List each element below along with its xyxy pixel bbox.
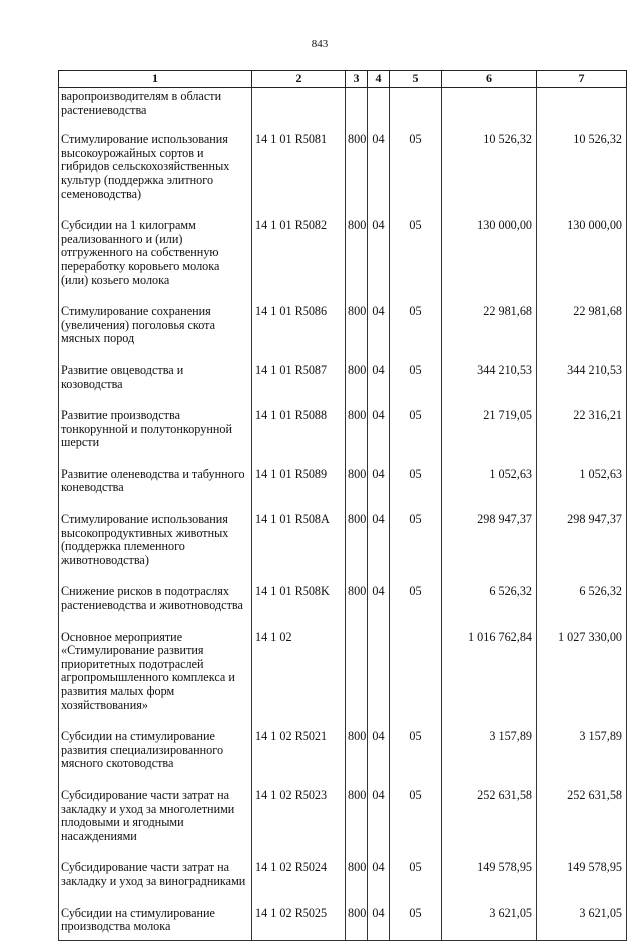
subsection-code: 05: [390, 131, 442, 217]
expense-type-code: 800: [346, 466, 368, 511]
table-row: [59, 905, 627, 941]
expense-type-code: 800: [346, 905, 368, 941]
row-name: Основное мероприятие «Стимулирование развития приоритетных подотраслей агропромышленного комплекса и развития малых форм хозяйствования»: [59, 629, 252, 729]
budget-code: [252, 88, 346, 132]
row-name: Субсидирование части затрат на закладку и уход за виноградниками: [59, 859, 252, 904]
table-row: [59, 303, 627, 362]
budget-code: 14 1 01 R5088: [252, 407, 346, 466]
amount-col-7: 6 526,32: [537, 583, 627, 628]
budget-table: [58, 70, 627, 941]
subsection-code: [390, 629, 442, 729]
table-row: [59, 583, 627, 628]
amount-col-6: 252 631,58: [442, 787, 537, 859]
subsection-code: 05: [390, 583, 442, 628]
budget-code: 14 1 02 R5021: [252, 728, 346, 787]
expense-type-code: 800: [346, 303, 368, 362]
row-name: варопроизводителям в области растениеводства: [59, 88, 252, 132]
expense-type-code: 800: [346, 583, 368, 628]
budget-code: 14 1 02: [252, 629, 346, 729]
table-row: [59, 859, 627, 904]
expense-type-code: 800: [346, 511, 368, 583]
table-row: [59, 728, 627, 787]
amount-col-7: 1 052,63: [537, 466, 627, 511]
budget-code: 14 1 02 R5024: [252, 859, 346, 904]
expense-type-code: 800: [346, 362, 368, 407]
budget-code: 14 1 01 R508A: [252, 511, 346, 583]
table-row: [59, 787, 627, 859]
budget-code: 14 1 02 R5023: [252, 787, 346, 859]
expense-type-code: [346, 88, 368, 132]
subsection-code: 05: [390, 787, 442, 859]
subsection-code: 05: [390, 217, 442, 303]
row-name: Развитие овцеводства и козоводства: [59, 362, 252, 407]
amount-col-6: 130 000,00: [442, 217, 537, 303]
section-code: 04: [368, 728, 390, 787]
expense-type-code: 800: [346, 787, 368, 859]
table-row: [59, 629, 627, 729]
budget-code: 14 1 02 R5025: [252, 905, 346, 941]
expense-type-code: 800: [346, 407, 368, 466]
row-name: Стимулирование сохранения (увеличения) поголовья скота мясных пород: [59, 303, 252, 362]
column-header: 6: [442, 71, 537, 88]
budget-code: 14 1 01 R5087: [252, 362, 346, 407]
section-code: 04: [368, 217, 390, 303]
amount-col-6: 10 526,32: [442, 131, 537, 217]
section-code: 04: [368, 905, 390, 941]
table-row: [59, 511, 627, 583]
table-header-row: [59, 71, 627, 88]
row-name: Стимулирование использования высокопродуктивных животных (поддержка племенного животноводства): [59, 511, 252, 583]
amount-col-7: 3 157,89: [537, 728, 627, 787]
expense-type-code: 800: [346, 728, 368, 787]
row-name: Субсидии на 1 килограмм реализованного и (или) отгруженного на собственную переработку коровьего молока (или) козьего молока: [59, 217, 252, 303]
amount-col-6: [442, 88, 537, 132]
section-code: 04: [368, 787, 390, 859]
amount-col-6: 21 719,05: [442, 407, 537, 466]
amount-col-6: 344 210,53: [442, 362, 537, 407]
amount-col-7: 3 621,05: [537, 905, 627, 941]
budget-code: 14 1 01 R5089: [252, 466, 346, 511]
amount-col-7: 252 631,58: [537, 787, 627, 859]
column-header: 2: [252, 71, 346, 88]
amount-col-6: 1 052,63: [442, 466, 537, 511]
subsection-code: 05: [390, 407, 442, 466]
subsection-code: 05: [390, 859, 442, 904]
amount-col-6: 3 157,89: [442, 728, 537, 787]
subsection-code: 05: [390, 466, 442, 511]
subsection-code: 05: [390, 728, 442, 787]
section-code: 04: [368, 362, 390, 407]
row-name: Развитие производства тонкорунной и полутонкорунной шерсти: [59, 407, 252, 466]
budget-code: 14 1 01 R508K: [252, 583, 346, 628]
budget-code: 14 1 01 R5082: [252, 217, 346, 303]
row-name: Снижение рисков в подотраслях растениеводства и животноводства: [59, 583, 252, 628]
column-header: 5: [390, 71, 442, 88]
amount-col-7: 1 027 330,00: [537, 629, 627, 729]
table-row: [59, 407, 627, 466]
table-row: [59, 88, 627, 132]
table-row: [59, 217, 627, 303]
section-code: 04: [368, 131, 390, 217]
amount-col-6: 1 016 762,84: [442, 629, 537, 729]
budget-code: 14 1 01 R5086: [252, 303, 346, 362]
section-code: 04: [368, 583, 390, 628]
amount-col-7: 298 947,37: [537, 511, 627, 583]
section-code: [368, 88, 390, 132]
amount-col-7: 130 000,00: [537, 217, 627, 303]
table-row: [59, 466, 627, 511]
expense-type-code: 800: [346, 217, 368, 303]
column-header: 4: [368, 71, 390, 88]
section-code: 04: [368, 511, 390, 583]
section-code: [368, 629, 390, 729]
budget-code: 14 1 01 R5081: [252, 131, 346, 217]
row-name: Субсидии на стимулирование развития специализированного мясного скотоводства: [59, 728, 252, 787]
amount-col-7: 22 981,68: [537, 303, 627, 362]
expense-type-code: 800: [346, 859, 368, 904]
table-row: [59, 131, 627, 217]
subsection-code: 05: [390, 362, 442, 407]
expense-type-code: 800: [346, 131, 368, 217]
row-name: Развитие оленеводства и табунного коневодства: [59, 466, 252, 511]
amount-col-6: 6 526,32: [442, 583, 537, 628]
row-name: Субсидии на стимулирование производства молока: [59, 905, 252, 941]
amount-col-7: 344 210,53: [537, 362, 627, 407]
subsection-code: 05: [390, 511, 442, 583]
row-name: Субсидирование части затрат на закладку и уход за многолетними плодовыми и ягодными насаждениями: [59, 787, 252, 859]
column-header: 7: [537, 71, 627, 88]
column-header: 1: [59, 71, 252, 88]
section-code: 04: [368, 303, 390, 362]
amount-col-7: 149 578,95: [537, 859, 627, 904]
amount-col-6: 298 947,37: [442, 511, 537, 583]
subsection-code: 05: [390, 905, 442, 941]
amount-col-7: [537, 88, 627, 132]
section-code: 04: [368, 407, 390, 466]
subsection-code: [390, 88, 442, 132]
amount-col-6: 3 621,05: [442, 905, 537, 941]
amount-col-6: 22 981,68: [442, 303, 537, 362]
column-header: 3: [346, 71, 368, 88]
expense-type-code: [346, 629, 368, 729]
amount-col-7: 22 316,21: [537, 407, 627, 466]
section-code: 04: [368, 859, 390, 904]
row-name: Стимулирование использования высокоурожайных сортов и гибридов сельскохозяйственных культур (поддержка элитного семеноводства): [59, 131, 252, 217]
amount-col-6: 149 578,95: [442, 859, 537, 904]
section-code: 04: [368, 466, 390, 511]
page-number: 843: [311, 38, 329, 50]
subsection-code: 05: [390, 303, 442, 362]
amount-col-7: 10 526,32: [537, 131, 627, 217]
table-row: [59, 362, 627, 407]
